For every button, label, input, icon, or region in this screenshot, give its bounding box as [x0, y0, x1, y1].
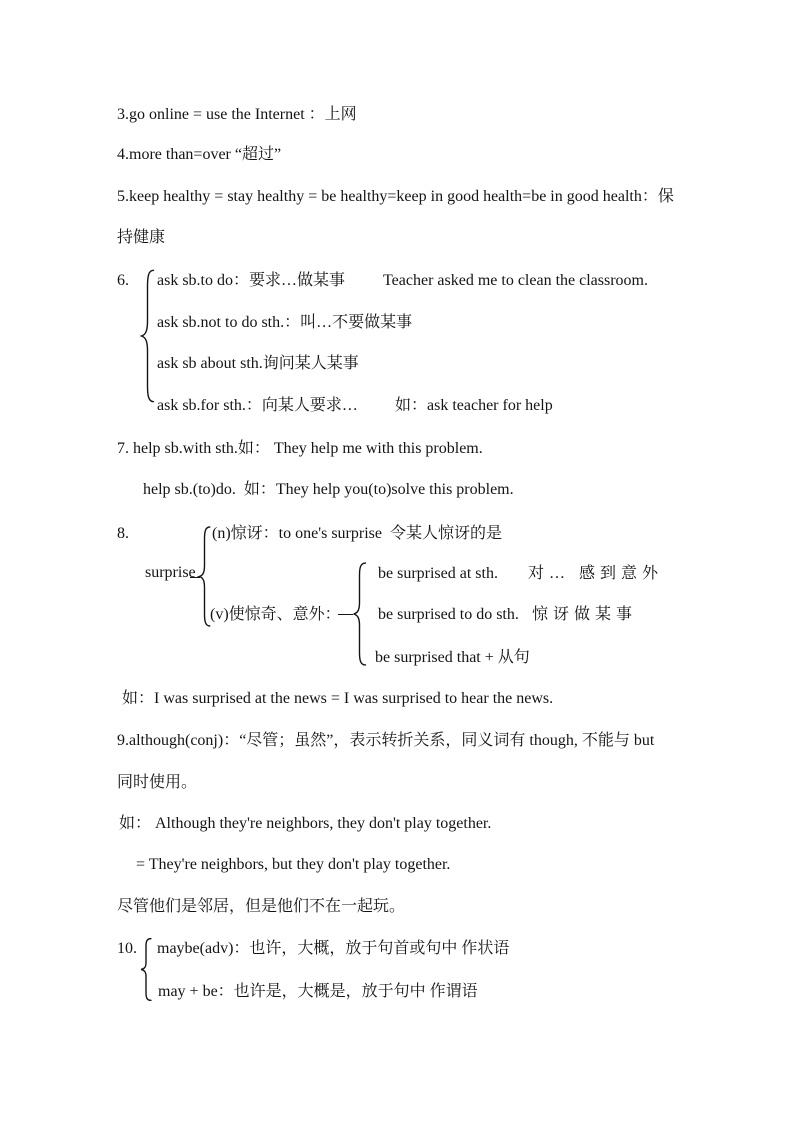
- note-item-7-line1: 7. help sb.with sth.如： They help me with this problem.: [117, 440, 483, 457]
- note-item-8-verb-pattern1-zh: 对… 感到意外: [528, 565, 664, 582]
- note-item-6-row3-pattern: ask sb about sth.询问某人某事: [157, 355, 359, 372]
- note-item-10-number: 10.: [117, 940, 137, 957]
- note-item-5-line2: 持健康: [117, 229, 166, 246]
- left-brace-item-6: [139, 269, 156, 403]
- note-item-8-verb-sense: (v)使惊奇、意外：: [210, 606, 341, 623]
- note-item-6-row1-example: Teacher asked me to clean the classroom.: [383, 272, 648, 289]
- note-item-8-verb-pattern3: be surprised that + 从句: [375, 649, 530, 666]
- note-item-6-row2-pattern: ask sb.not to do sth.：叫…不要做某事: [157, 314, 413, 331]
- note-item-9-line1: 9.although(conj)：“尽管；虽然”，表示转折关系，同义词有 though, 不能与 but: [117, 732, 655, 749]
- note-item-6-row1-pattern: ask sb.to do：要求…做某事: [157, 272, 346, 289]
- note-item-9-translation: 尽管他们是邻居，但是他们不在一起玩。: [117, 898, 406, 915]
- note-item-10-row1: maybe(adv)：也许，大概，放于句首或句中 作状语: [157, 940, 510, 957]
- note-item-8-headword: surprise: [145, 564, 196, 581]
- note-item-8-verb-pattern2: be surprised to do sth.: [378, 606, 519, 623]
- note-item-8-number: 8.: [117, 525, 129, 542]
- note-item-9-example2: = They're neighbors, but they don't play together.: [136, 856, 451, 873]
- note-item-7-line2: help sb.(to)do. 如：They help you(to)solve this problem.: [143, 481, 514, 498]
- note-item-4: 4.more than=over “超过”: [117, 146, 282, 163]
- note-item-5-line1: 5.keep healthy = stay healthy = be healthy=keep in good health=be in good health：保: [117, 188, 674, 205]
- note-item-8-verb-pattern2-zh: 惊讶做某事: [532, 606, 638, 623]
- note-item-8-example: 如：I was surprised at the news = I was surprised to hear the news.: [122, 690, 554, 707]
- left-brace-item-10: [139, 938, 153, 1001]
- note-item-6-row4-pattern: ask sb.for sth.：向某人要求…: [157, 397, 358, 414]
- note-item-9-example1: 如： Although they're neighbors, they don't play together.: [119, 815, 492, 832]
- note-item-8-noun-sense: (n)惊讶：to one's surprise 令某人惊讶的是: [212, 525, 502, 542]
- note-item-3: 3.go online = use the Internet ：上网: [117, 106, 357, 123]
- note-item-9-line2: 同时使用。: [117, 774, 198, 791]
- left-brace-item-8-inner: [351, 562, 368, 666]
- note-item-10-row2: may + be：也许是，大概是，放于句中 作谓语: [158, 983, 478, 1000]
- note-item-6-number: 6.: [117, 272, 129, 289]
- note-item-6-row4-example: 如：ask teacher for help: [395, 397, 553, 414]
- note-item-8-verb-pattern1: be surprised at sth.: [378, 565, 498, 582]
